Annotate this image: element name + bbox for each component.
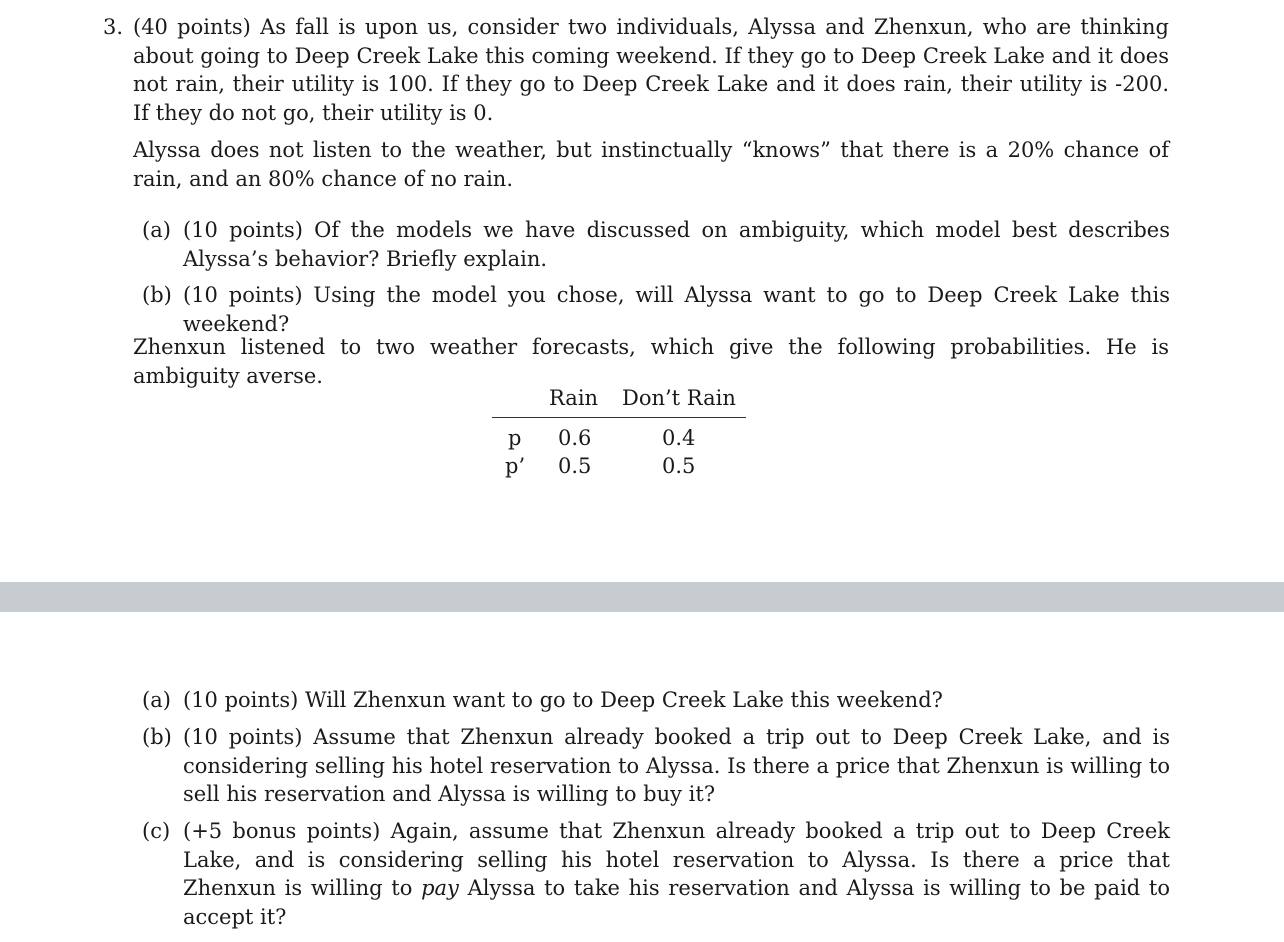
table-cell-dont-rain: 0.4 [662, 426, 696, 450]
part-text-before: (+5 bonus points) Again, assume that Zhenxun already booked a trip out to Deep Creek Lake, and is considering selling his hotel reservation to Alyssa. Is there a price that Zhenxun is willing to [183, 819, 1170, 900]
alyssa-paragraph: Alyssa does not listen to the weather, but instinctually “knows” that there is a 20% chance of rain, and an 80% chance of no rain. [133, 138, 1169, 191]
table-cell-rain: 0.6 [558, 426, 592, 450]
part-text-emphasis: pay [421, 876, 459, 900]
page-gap-divider [0, 582, 1284, 612]
table-row-label: p [508, 426, 522, 450]
part-text: (10 points) Will Zhenxun want to go to Deep Creek Lake this weekend? [183, 688, 943, 712]
table-cell-dont-rain: 0.5 [662, 454, 696, 478]
forecast-table [492, 384, 746, 484]
table-cell-rain: 0.5 [558, 454, 592, 478]
part-text: (10 points) Assume that Zhenxun already booked a trip out to Deep Creek Lake, and is considering selling his hotel reservation to Alyssa. Is there a price that Zhenxun is willing to sell his reservation and Alyssa is willing to buy it? [183, 725, 1170, 806]
part-text: (10 points) Using the model you chose, will Alyssa want to go to Deep Creek Lake this weekend? [183, 283, 1170, 336]
table-row-label: p’ [505, 454, 526, 478]
part-label: (b) [142, 283, 172, 307]
part-label: (a) [142, 688, 171, 712]
question-number: 3. [103, 15, 124, 39]
part-label: (c) [142, 819, 171, 843]
part-label: (a) [142, 218, 171, 242]
table-rule [492, 417, 746, 418]
part-text-after: Alyssa to take his reservation and Alyssa is willing to be paid to accept it? [183, 876, 1170, 929]
table-header-rain: Rain [549, 386, 599, 410]
zhenxun-paragraph: Zhenxun listened to two weather forecasts, which give the following probabilities. He is ambiguity averse. [133, 335, 1169, 388]
part-label: (b) [142, 725, 172, 749]
part-text [183, 817, 1170, 931]
question-intro: (40 points) As fall is upon us, consider two individuals, Alyssa and Zhenxun, who are thinking about going to Deep Creek Lake this coming weekend. If they go to Deep Creek Lake and it does not rain, their utility is 100. If they go to Deep Creek Lake and it does rain, their utility is -200. If they do not go, their utility is 0. [133, 15, 1169, 125]
table-header-dont-rain: Don’t Rain [622, 386, 736, 410]
page-bottom [0, 612, 1284, 942]
part-text: (10 points) Of the models we have discussed on ambiguity, which model best describes Alyssa’s behavior? Briefly explain. [183, 218, 1170, 271]
